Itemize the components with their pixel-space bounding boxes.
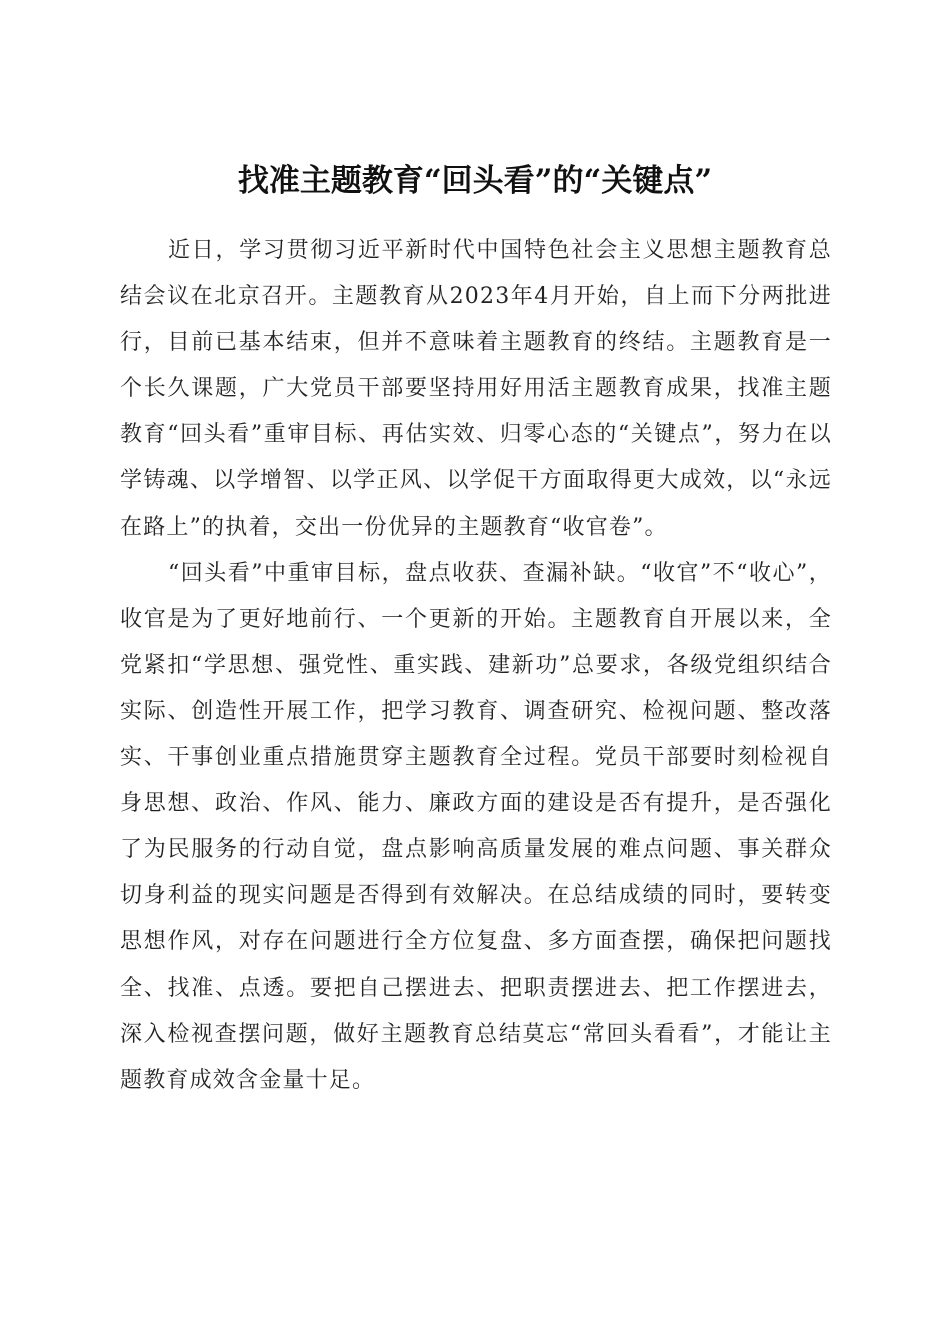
document-body [120, 228, 832, 1104]
document-title: 找准主题教育“回头看”的“关键点” [237, 162, 713, 199]
paragraph-2: “回头看”中重审目标，盘点收获、查漏补缺。“收官”不“收心”，收官是为了更好地前行、一个更新的开始。主题教育自开展以来，全党紧扣“学思想、强党性、重实践、建新功”总要求，各级党组织结合实际、创造性开展工作，把学习教育、调查研究、检视问题、整改落实、干事创业重点措施贯穿主题教育全过程。党员干部要时刻检视自身思想、政治、作风、能力、廉政方面的建设是否有提升，是否强化了为民服务的行动自觉，盘点影响高质量发展的难点问题、事关群众切身利益的现实问题是否得到有效解决。在总结成绩的同时，要转变思想作风，对存在问题进行全方位复盘、多方面查摆，确保把问题找全、找准、点透。要把自己摆进去、把职责摆进去、把工作摆进去，深入检视查摆问题，做好主题教育总结莫忘“常回头看看”，才能让主题教育成效含金量十足。 [120, 560, 832, 1093]
paragraph-1: 近日，学习贯彻习近平新时代中国特色社会主义思想主题教育总结会议在北京召开。主题教育从2023年4月开始，自上而下分两批进行，目前已基本结束，但并不意味着主题教育的终结。主题教育是一个长久课题，广大党员干部要坚持用好用活主题教育成果，找准主题教育“回头看”重审目标、再估实效、归零心态的“关键点”，努力在以学铸魂、以学增智、以学正风、以学促干方面取得更大成效，以“永远在路上”的执着，交出一份优异的主题教育“收官卷”。 [120, 238, 832, 540]
